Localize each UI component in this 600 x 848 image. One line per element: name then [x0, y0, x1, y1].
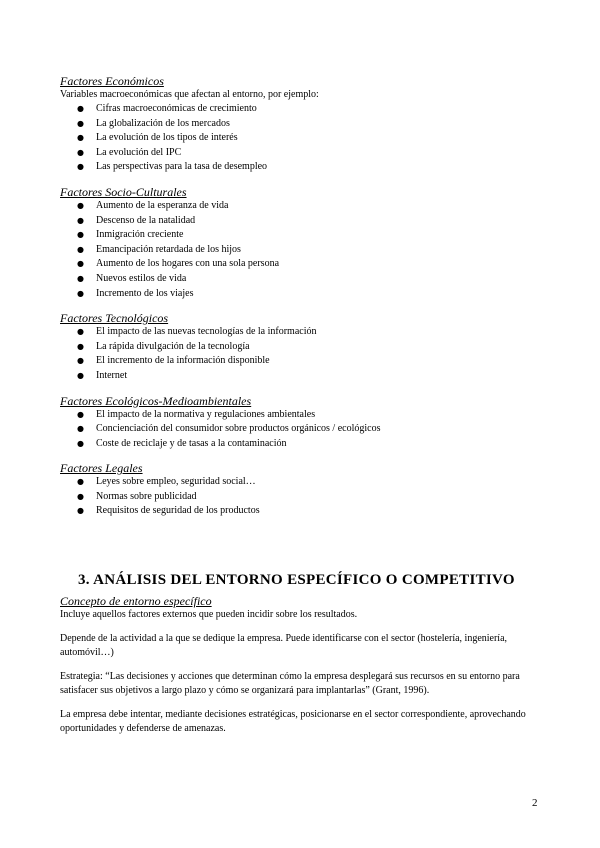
section-economic [60, 74, 550, 175]
section-legal [60, 461, 550, 519]
list-item: ● Nuevos estilos de vida [60, 272, 550, 287]
bullet-list [60, 325, 550, 383]
list-item: ● Internet [60, 369, 550, 384]
list-item: ● El impacto de las nuevas tecnologías de la información [60, 325, 550, 340]
bullet-list [60, 408, 550, 452]
section-socio-cultural [60, 185, 550, 301]
page-number: 2 [532, 797, 538, 809]
paragraph: Incluye aquellos factores externos que pueden incidir sobre los resultados. [60, 609, 358, 620]
list-item: ● Aumento de la esperanza de vida [60, 199, 550, 214]
section-title: Factores Ecológicos-Medioambientales [60, 393, 252, 408]
section-title: Factores Legales [60, 461, 143, 476]
list-item: ● La evolución de los tipos de interés [60, 131, 550, 146]
section-intro: Variables macroeconómicas que afectan al entorno, por ejemplo: [60, 89, 319, 100]
list-item: ● El impacto de la normativa y regulaciones ambientales [60, 408, 550, 423]
section-heading: 3. ANÁLISIS DEL ENTORNO ESPECÍFICO O COMPETITIVO [78, 572, 515, 588]
list-item: ● Concienciación del consumidor sobre productos orgánicos / ecológicos [60, 422, 550, 437]
list-item: ● Las perspectivas para la tasa de desempleo [60, 160, 550, 175]
list-item: ● El incremento de la información disponible [60, 354, 550, 369]
bullet-list [60, 102, 550, 175]
section-title: Factores Económicos [60, 74, 164, 88]
bullet-list [60, 475, 550, 519]
list-item: ● Aumento de los hogares con una sola persona [60, 257, 550, 272]
list-item: ● Coste de reciclaje y de tasas a la contaminación [60, 437, 550, 452]
list-item: ● Emancipación retardada de los hijos [60, 243, 550, 258]
list-item: ● La globalización de los mercados [60, 117, 550, 132]
section-title: Factores Socio-Culturales [60, 184, 187, 199]
section-ecological [60, 394, 550, 452]
list-item: ● Cifras macroeconómicas de crecimiento [60, 102, 550, 117]
subsection-title: Concepto de entorno específico [60, 594, 212, 608]
paragraph: Depende de la actividad a la que se dedique la empresa. Puede identificarse con el sector (hostelería, ingeniería, automóvil…) [60, 633, 508, 658]
bullet-list [60, 199, 550, 301]
section-specific-environment [60, 594, 550, 746]
list-item: ● La rápida divulgación de la tecnología [60, 340, 550, 355]
list-item: ● Incremento de los viajes [60, 287, 550, 302]
list-item: ● Descenso de la natalidad [60, 214, 550, 229]
paragraph: Estrategia: “Las decisiones y acciones que determinan cómo la empresa desplegará sus recursos en su entorno para satisfacer sus objetivos a largo plazo y cómo se organizará para implantarlas” (Grant, 1996). [60, 671, 520, 696]
list-item: ● La evolución del IPC [60, 146, 550, 161]
list-item: ● Inmigración creciente [60, 228, 550, 243]
section-title: Factores Tecnológicos [60, 311, 169, 326]
factors-list [60, 74, 550, 529]
paragraph: La empresa debe intentar, mediante decisiones estratégicas, posicionarse en el sector correspondiente, aprovechando oportunidades y defenderse de amenazas. [60, 709, 526, 734]
list-item: ● Normas sobre publicidad [60, 490, 550, 505]
list-item: ● Requisitos de seguridad de los productos [60, 504, 550, 519]
list-item: ● Leyes sobre empleo, seguridad social… [60, 475, 550, 490]
section-technological [60, 311, 550, 383]
